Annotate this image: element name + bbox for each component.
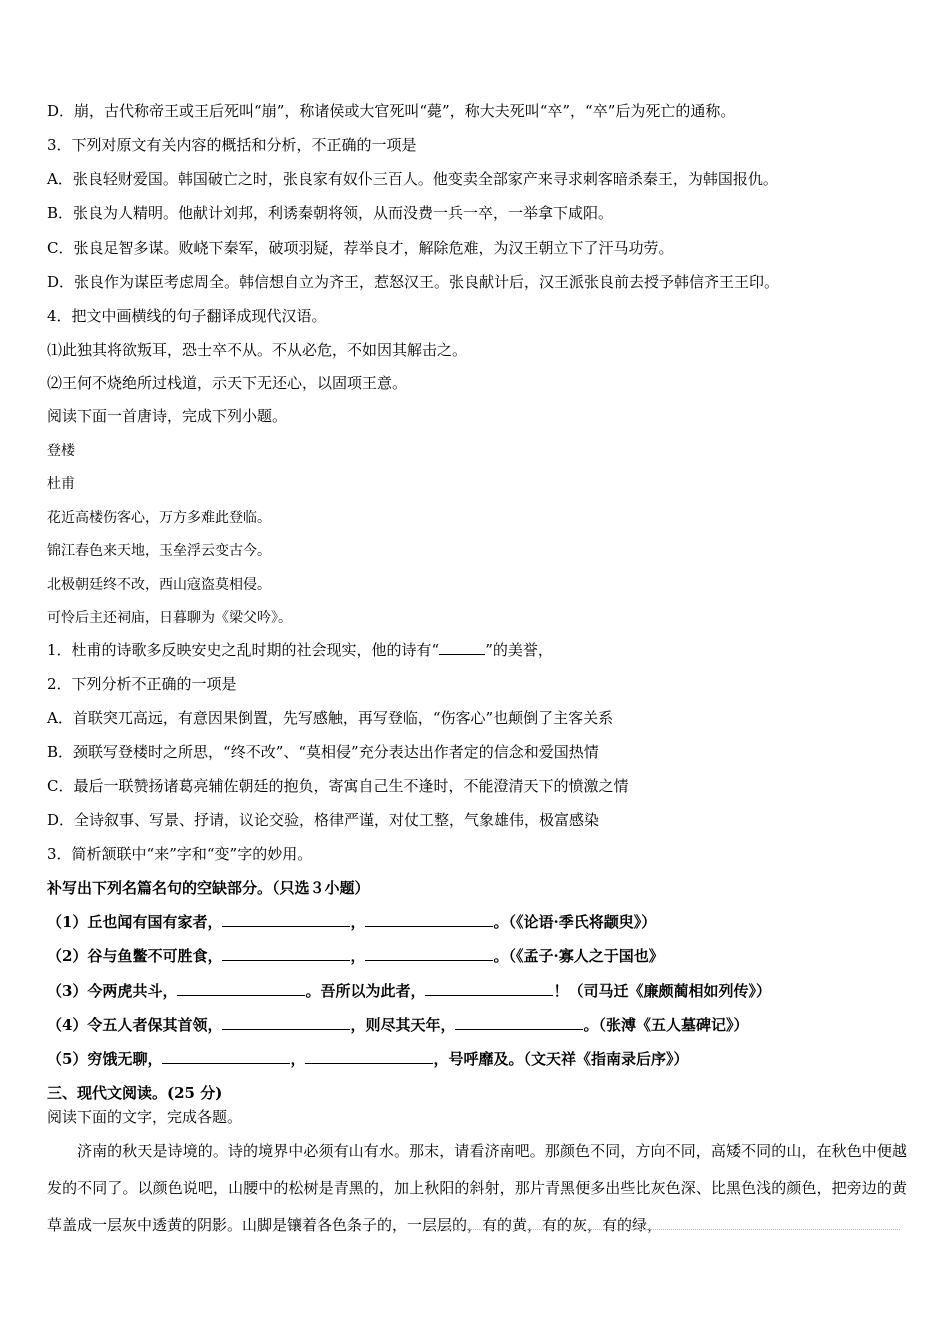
section-three-heading: 三、现代文阅读。(25 分) (47, 1084, 223, 1102)
poem-q2-option-c: C．最后一联赞扬诸葛亮辅佐朝廷的抱负，寄寓自己生不逢时，不能澄清天下的愤激之情 (47, 777, 629, 795)
fill-item-5-text-c: ，号呼靡及。（文天祥《指南录后序》） (433, 1050, 689, 1068)
fill-item-4-text-b: ，则尽其天年， (350, 1016, 456, 1034)
fill-item-1 (47, 911, 656, 933)
fill-item-4-blank-2[interactable] (455, 1014, 583, 1030)
fill-item-2-text-b: ， (350, 947, 366, 965)
fill-item-5-blank-1[interactable] (162, 1048, 290, 1064)
poem-q2-stem: 2．下列分析不正确的一项是 (47, 675, 237, 693)
fill-item-2-blank-2[interactable] (365, 945, 493, 961)
poem-line-3: 北极朝廷终不改，西山寇盗莫相侵。 (47, 577, 271, 593)
q4-sentence-2: ⑵王何不烧绝所过栈道，示天下无还心，以固项王意。 (47, 374, 408, 392)
poem-q1 (47, 639, 553, 661)
poem-q3: 3．简析颔联中“来”字和“变”字的妙用。 (47, 845, 313, 863)
poem-q1-suffix: ”的美誉， (485, 641, 553, 659)
fill-item-2-text-a: （2）谷与鱼鳖不可胜食， (47, 947, 223, 965)
poem-title: 登楼 (47, 443, 75, 459)
fill-item-3-text-a: （3）今两虎共斗， (47, 982, 178, 1000)
fill-item-2-blank-1[interactable] (222, 945, 350, 961)
fill-item-1-text-c: 。（《论语·季氏将颛臾》） (493, 913, 657, 931)
q4-stem: 4．把文中画横线的句子翻译成现代汉语。 (47, 307, 327, 325)
fill-item-3-blank-1[interactable] (177, 980, 305, 996)
q3-stem: 3．下列对原文有关内容的概括和分析，不正确的一项是 (47, 136, 417, 154)
fill-item-2-text-c: 。（《孟子·寡人之于国也》 (493, 947, 664, 965)
fill-item-3-text-c: ！（司马迁《廉颇蔺相如列传》） (553, 982, 771, 1000)
poem-line-1: 花近高楼伤客心，万方多难此登临。 (47, 510, 271, 526)
q3-option-a: A．张良轻财爱国。韩国破亡之时，张良家有奴仆三百人。他变卖全部家产来寻求刺客暗杀秦王，为韩国报仇。 (47, 170, 778, 188)
fill-item-4-text-a: （4）令五人者保其首领， (47, 1016, 223, 1034)
poem-line-2: 锦江春色来天地，玉垒浮云变古今。 (47, 543, 271, 559)
poem-q1-blank[interactable] (439, 639, 485, 655)
poem-q2-option-d: D．全诗叙事、写景、抒请，议论交验，格律严谨，对仗工整，气象雄伟，极富感染 (47, 811, 600, 829)
poem-author: 杜甫 (47, 476, 75, 492)
fill-item-5-blank-2[interactable] (305, 1048, 433, 1064)
fill-item-1-blank-1[interactable] (222, 911, 350, 927)
fill-item-5-text-a: （5）穷饿无聊， (47, 1050, 163, 1068)
modern-intro: 阅读下面的文字，完成各题。 (47, 1108, 243, 1126)
poem-line-4: 可怜后主还祠庙，日暮聊为《梁父吟》。 (47, 610, 292, 626)
fill-item-4-blank-1[interactable] (222, 1014, 350, 1030)
modern-paragraph: 济南的秋天是诗境的。诗的境界中必须有山有水。那末，请看济南吧。那颜色不同，方向不同，高矮不同的山，在秋色中便越发的不同了。以颜色说吧，山腰中的松树是青黑的，加上秋阳的斜射，那片青黑便多出些比灰色深、比黑色浅的颜色，把旁边的黄草盖成一层灰中透黄的阴影。山脚是镶着各色条子的，一层层的，有的黄，有的灰，有的绿， (47, 1142, 907, 1234)
fill-item-1-text-a: （1）丘也闻有国有家者， (47, 913, 223, 931)
fill-item-4 (47, 1014, 748, 1036)
page-divider (430, 1229, 900, 1230)
fill-item-3-blank-2[interactable] (425, 980, 553, 996)
fill-section-title: 补写出下列名篇名句的空缺部分。（只选３小题） (47, 879, 370, 897)
poem-q1-prefix: 1．杜甫的诗歌多反映安史之乱时期的社会现实，他的诗有“ (47, 641, 440, 659)
fill-item-3 (47, 980, 771, 1002)
fill-item-5 (47, 1048, 688, 1070)
q3-option-c: C．张良足智多谋。败峣下秦军，破项羽疑，荐举良才，解除危难，为汉王朝立下了汗马功劳。 (47, 239, 674, 257)
fill-item-1-blank-2[interactable] (365, 911, 493, 927)
poem-q2-option-a: A．首联突兀高远，有意因果倒置，先写感触，再写登临，“伤客心”也颠倒了主客关系 (47, 709, 614, 727)
fill-item-1-text-b: ， (350, 913, 366, 931)
poem-intro: 阅读下面一首唐诗，完成下列小题。 (47, 407, 288, 425)
q4-sentence-1: ⑴此独其将欲叛耳，恐士卒不从。不从必危，不如因其解击之。 (47, 341, 468, 359)
fill-item-2 (47, 945, 664, 967)
poem-q2-option-b: B．颈联写登楼时之所思，“终不改”、“莫相侵”充分表达出作者定的信念和爱国热情 (47, 743, 599, 761)
q3-option-d: D．张良作为谋臣考虑周全。韩信想自立为齐王，惹怒汉王。张良献计后，汉王派张良前去授予韩信齐王王印。 (47, 273, 780, 291)
fill-item-4-text-c: 。（张溥《五人墓碑记》） (583, 1016, 749, 1034)
fill-item-5-text-b: ， (290, 1050, 306, 1068)
q1-option-d: D．崩，古代称帝王或王后死叫“崩”，称诸侯或大官死叫“薨”，称大夫死叫“卒”，“卒”后为死亡的通称。 (47, 102, 736, 120)
fill-item-3-text-b: 。吾所以为此者， (305, 982, 426, 1000)
q3-option-b: B．张良为人精明。他献计刘邦，利诱秦朝将领，从而没费一兵一卒，一举拿下咸阳。 (47, 204, 614, 222)
